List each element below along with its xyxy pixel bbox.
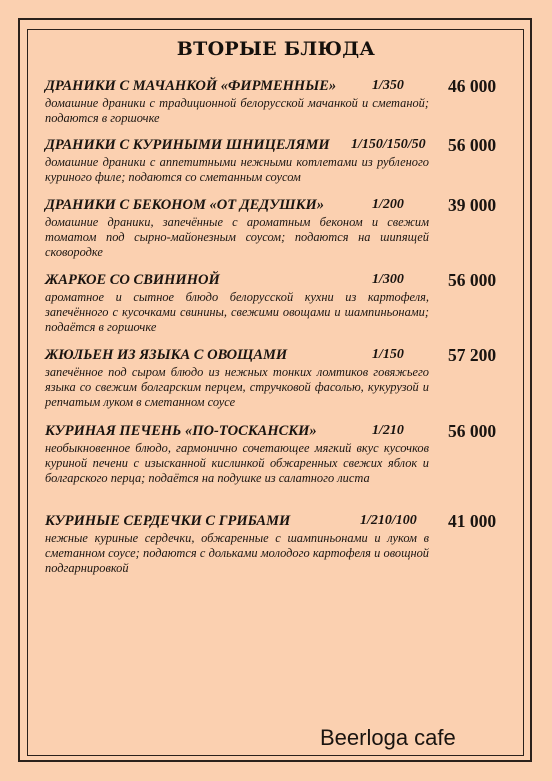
dish-description: запечённое под сыром блюдо из нежных тонких ломтиков говяжьего языка со свежим болгарским перцем, стручковой фасолью, кукурузой и репчатым луком в сметанном соусе: [45, 365, 429, 409]
dish-weight: 1/350: [372, 78, 404, 93]
dish-description: необыкновенное блюдо, гармонично сочетающее мягкий вкус кусочков куриной печени с изысканной кислинкой обжаренных свежих яблок и болгарского перца; подаётся на подушке из салатного листа: [45, 441, 429, 485]
dish-name: КУРИНАЯ ПЕЧЕНЬ «ПО-ТОСКАНСКИ»: [45, 423, 317, 439]
dish-price: 56 000: [448, 421, 497, 441]
dish-price: 39 000: [448, 195, 497, 215]
dish-weight: 1/150/150/50: [351, 137, 426, 152]
dish-description: нежные куриные сердечки, обжаренные с шампиньонами и луком в сметанном соусе; подаются с дольками молодого картофеля и овощной подгарнировкой: [45, 531, 429, 575]
brand-name: Beerloga cafe: [320, 725, 456, 750]
dish-weight: 1/150: [372, 347, 404, 362]
dish-weight: 1/210/100: [360, 513, 417, 528]
dish-price: 46 000: [448, 76, 497, 96]
dish-name: ЖЮЛЬЕН ИЗ ЯЗЫКА С ОВОЩАМИ: [45, 347, 288, 363]
dish-weight: 1/210: [372, 423, 404, 438]
dish-name: ДРАНИКИ С КУРИНЫМИ ШНИЦЕЛЯМИ: [45, 137, 330, 153]
dish-price: 56 000: [448, 135, 497, 155]
dish-price: 56 000: [448, 270, 497, 290]
dish-name: ДРАНИКИ С МАЧАНКОЙ «ФИРМЕННЫЕ»: [45, 78, 337, 94]
dish-weight: 1/300: [372, 272, 404, 287]
dish-description: домашние драники с аппетитными нежными котлетами из рубленого куриного филе; подаются со сметанным соусом: [45, 155, 429, 184]
dish-name: КУРИНЫЕ СЕРДЕЧКИ С ГРИБАМИ: [45, 513, 291, 529]
dish-name: ДРАНИКИ С БЕКОНОМ «ОТ ДЕДУШКИ»: [45, 197, 324, 213]
dish-name: ЖАРКОЕ СО СВИНИНОЙ: [45, 272, 220, 288]
dish-weight: 1/200: [372, 197, 404, 212]
dish-description: ароматное и сытное блюдо белорусской кухни из картофеля, запечённого с кусочками свинины, свежими овощами и шампиньонами; подаётся в горшочке: [45, 290, 429, 334]
dish-description: домашние драники с традиционной белорусской мачанкой и сметаной; подаются в горшочке: [45, 96, 429, 125]
dish-price: 41 000: [448, 511, 497, 531]
page-title: ВТОРЫЕ БЛЮДА: [176, 38, 376, 60]
dish-price: 57 200: [448, 345, 497, 365]
dish-description: домашние драники, запечённые с ароматным беконом и свежим томатом под сырно-майонезным соусом; подаются на шипящей сковородке: [45, 215, 429, 259]
